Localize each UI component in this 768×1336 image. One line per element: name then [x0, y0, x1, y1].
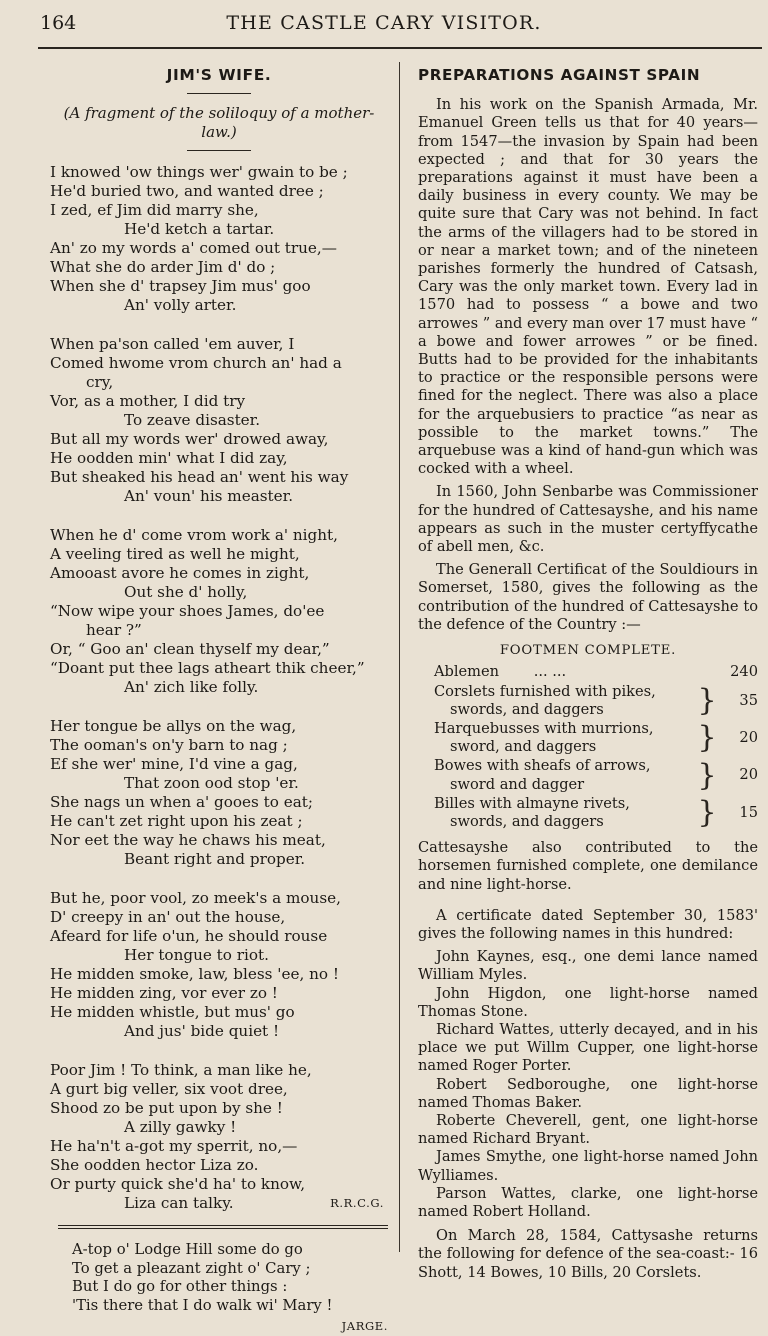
paragraph-1: In his work on the Spanish Armada, Mr. Emanuel Green tells us that for 40 years—from 1547—the invasion by Spain had been expected ; and that for 30 years the preparations against it must have been a daily business in every county. We may be quite sure that Cary was not behind. In fact the arms of the villagers had to be stored in or near a market town; and of the nineteen parishes formerly the hundred of Catsash, Cary was the only market town. Every lad in 1570 had to possess “ a bowe and two arrowes ” and every man over 17 must have “ a bowe and fower arrowes ” or be fined. Butts had to be provided for the inhabitants to practice or the responsible persons were fined for the neglect. There was also a place for the arquebusiers to practice “as near as possible to the market towns.” The arquebuse was a kind of hand-gun which was cocked with a wheel.	[418, 96, 758, 478]
verse-line: I knowed 'ow things wer' gwain to be ;	[50, 163, 348, 181]
stanza-6	[50, 1061, 388, 1213]
verse-line: A veeling tired as well he might,	[50, 545, 300, 563]
verse-line: A-top o' Lodge Hill some do go	[72, 1241, 303, 1258]
verse-line: I zed, ef Jim did marry she,	[50, 201, 259, 219]
journal-title: THE CASTLE CARY VISITOR.	[226, 12, 542, 34]
row-label-2: swords, and daggers	[450, 700, 604, 718]
verse-line: hear ?”	[86, 621, 142, 639]
paragraph-2: In 1560, John Senbarbe was Commissioner for the hundred of Cattesayshe, and his name appears as such in the muster certyffycathe of abell men, &c.	[418, 483, 758, 556]
name-entry: James Smythe, one light-horse named John Wylliames.	[418, 1148, 758, 1184]
poem-title: JIM'S WIFE.	[166, 66, 272, 84]
verse-line: To zeave disaster.	[124, 411, 261, 429]
verse-line: Or purty quick she'd ha' to know,	[50, 1175, 306, 1193]
verse-line: 'Tis there that I do walk wi' Mary !	[72, 1296, 333, 1314]
row-label: Bowes with sheafs of arrows,	[434, 757, 651, 775]
verse-line: When he d' come vrom work a' night,	[50, 526, 338, 544]
row-dots: ... ...	[533, 663, 567, 681]
row-value: 35	[739, 691, 758, 709]
verse-line: Beant right and proper.	[124, 850, 306, 868]
verse-line: D' creepy in an' out the house,	[50, 908, 286, 926]
verse-line: Nor eet the way he chaws his meat,	[50, 831, 326, 849]
last-line-row	[50, 1194, 388, 1213]
row-value: 20	[739, 729, 758, 746]
footmen-table	[418, 663, 758, 831]
paragraph-3: The Generall Certificat of the Souldiours in Somerset, 1580, gives the following as the contribution of the hundred of Cattesayshe to the defence of the Country :—	[418, 561, 758, 633]
row-value: 15	[739, 803, 758, 821]
running-head	[0, 0, 768, 44]
verse-line: He can't zet right upon his zeat ;	[50, 812, 303, 830]
verse-line: A zilly gawky !	[124, 1118, 237, 1136]
verse-line: A gurt big veller, six voot dree,	[50, 1080, 288, 1098]
verse-line: But I do go for other things :	[72, 1278, 288, 1295]
row-label-2: sword, and daggers	[450, 738, 597, 756]
verse-line: Poor Jim ! To think, a man like he,	[50, 1061, 312, 1079]
row-label-2: sword and dagger	[450, 775, 585, 793]
verse-line: Shood zo be put upon by she !	[50, 1099, 283, 1117]
names-list	[418, 948, 758, 1221]
lodge-hill-verse	[50, 1241, 388, 1336]
verse-line: But all my words wer' drowed away,	[50, 430, 329, 448]
name-entry: Richard Wattes, utterly decayed, and in his place we put Willm Cupper, one light-horse named Roger Porter.	[418, 1020, 758, 1075]
column-rule	[399, 62, 400, 1252]
verse-line: But sheaked his head an' went his way	[50, 468, 349, 486]
verse-line: But he, poor vool, zo meek's a mouse,	[50, 889, 341, 907]
row-value: 240	[730, 663, 758, 681]
row-label: Billes with almayne rivets,	[434, 794, 630, 812]
table-heading: FOOTMEN COMPLETE.	[499, 643, 677, 659]
stanza-4	[50, 717, 388, 869]
verse-line: An' voun' his measter.	[124, 487, 294, 505]
verse-signature: JARGE.	[341, 1319, 388, 1333]
brace-icon: }	[697, 757, 717, 793]
row-label-2: swords, and daggers	[450, 812, 604, 830]
table-row	[418, 683, 758, 719]
verse-line: That zoon ood stop 'er.	[124, 774, 299, 792]
left-column	[50, 62, 388, 1336]
verse-line: He midden zing, vor ever zo !	[50, 984, 278, 1002]
verse-line: An' volly arter.	[124, 296, 237, 314]
paragraph-4: Cattesayshe also contributed to the horsemen furnished complete, one demilance and nine light-horse.	[418, 839, 758, 893]
header-rule	[38, 47, 762, 49]
verse-line: Vor, as a mother, I did try	[50, 392, 246, 410]
paragraph-5: A certificate dated September 30, 1583' gives the following names in this hundred:	[418, 906, 758, 942]
verse-line: Comed hwome vrom church an' had a	[50, 354, 342, 372]
verse-line: Afeard for life o'un, he should rouse	[50, 927, 328, 945]
name-entry: John Higdon, one light-horse named Thomas Stone.	[418, 984, 758, 1020]
stanza-2	[50, 335, 388, 506]
article-title: PREPARATIONS AGAINST SPAIN	[418, 66, 701, 84]
verse-line: What she do arder Jim d' do ;	[50, 258, 276, 276]
stanza-3	[50, 526, 388, 697]
stanza-5	[50, 889, 388, 1041]
verse-line: Her tongue to riot.	[124, 946, 269, 964]
row-label: Corslets furnished with pikes,	[434, 682, 656, 700]
poem-subtitle: (A fragment of the soliloquy of a mother-law.)	[63, 104, 375, 141]
verse-line: When pa'son called 'em auver, I	[50, 335, 295, 353]
verse-line: He oodden min' what I did zay,	[50, 449, 288, 467]
name-entry: Robert Sedboroughe, one light-horse named Thomas Baker.	[418, 1075, 758, 1111]
name-entry: John Kaynes, esq., one demi lance named William Myles.	[418, 948, 758, 984]
verse-line: She oodden hector Liza zo.	[50, 1156, 259, 1174]
verse-line: He'd buried two, and wanted dree ;	[50, 182, 324, 200]
verse-line: She nags un when a' gooes to eat;	[50, 793, 313, 811]
table-row	[418, 720, 758, 756]
verse-line: The ooman's on'y barn to nag ;	[50, 736, 288, 754]
verse-line: cry,	[86, 373, 114, 391]
brace-icon: }	[697, 720, 717, 756]
stanza-1	[50, 163, 388, 315]
verse-line: Amooast avore he comes in zight,	[50, 564, 310, 582]
verse-line: Liza can talky.	[124, 1194, 234, 1212]
double-rule	[58, 1225, 388, 1229]
verse-line: An' zo my words a' comed out true,—	[50, 239, 337, 257]
verse-line: An' zich like folly.	[124, 678, 259, 696]
table-row	[418, 757, 758, 793]
verse-line: To get a pleazant zight o' Cary ;	[72, 1259, 311, 1277]
table-row	[418, 795, 758, 831]
page-number: 164	[40, 12, 77, 34]
verse-line: “Doant put thee lags atheart thik cheer,”	[50, 659, 365, 677]
row-value: 20	[739, 766, 758, 784]
verse-line: “Now wipe your shoes James, do'ee	[50, 602, 325, 620]
verse-line: Ef she wer' mine, I'd vine a gag,	[50, 755, 298, 773]
verse-line: He ha'n't a-got my sperrit, no,—	[50, 1137, 298, 1155]
subtitle-rule	[187, 150, 251, 151]
table-row	[418, 663, 758, 681]
row-label: Harquebusses with murrions,	[434, 719, 654, 737]
verse-line: Out she d' holly,	[124, 583, 248, 601]
brace-icon: }	[697, 682, 717, 718]
name-entry: Roberte Cheverell, gent, one light-horse named Richard Bryant.	[418, 1111, 758, 1148]
right-column	[418, 62, 758, 1287]
verse-line: He midden whistle, but mus' go	[50, 1003, 295, 1021]
name-entry: Parson Wattes, clarke, one light-horse named Robert Holland.	[418, 1184, 758, 1220]
verse-line: Her tongue be allys on the wag,	[50, 717, 297, 735]
poem-signature: R.R.C.G.	[330, 1196, 384, 1210]
verse-line: Or, “ Goo an' clean thyself my dear,”	[50, 640, 330, 658]
verse-line: He midden smoke, law, bless 'ee, no !	[50, 965, 339, 983]
row-label: Ablemen	[434, 663, 500, 681]
brace-icon: }	[697, 794, 717, 830]
paragraph-6: On March 28, 1584, Cattysashe returns the following for defence of the sea-coast:- 16 Shott, 14 Bowes, 10 Bills, 20 Corslets.	[418, 1227, 758, 1281]
verse-line: And jus' bide quiet !	[124, 1022, 280, 1040]
title-rule	[187, 93, 251, 94]
verse-line: He'd ketch a tartar.	[124, 220, 275, 238]
verse-line: When she d' trapsey Jim mus' goo	[50, 277, 311, 295]
